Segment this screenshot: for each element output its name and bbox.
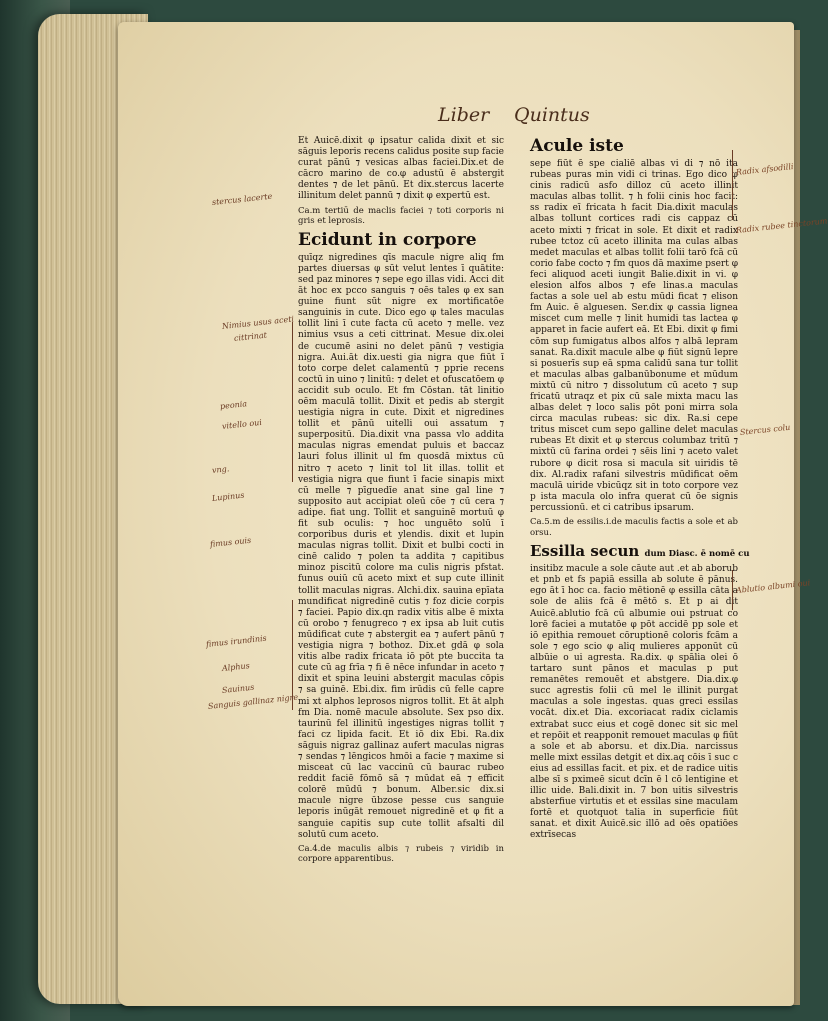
marginal-note: Sanguis gallinaz nigre [207,692,299,711]
marginal-note: Lupinus [211,490,245,503]
right-text-column [530,134,750,841]
marginal-note: cittrinat [233,330,268,343]
marginal-note: fimus ouis [209,535,252,549]
heading-2-tail: dum Diasc. ē nomē cu [644,549,750,560]
chapter-3-title: Ca.m tertiū de maclis faciei ⁊ toti corporis ni gris et leprosis. [298,205,504,227]
margin-bracket [732,570,736,610]
marginal-note: fimus irundinis [205,633,268,649]
marginal-note: Sauinus [221,682,255,695]
section-heading-right: Acule iste [530,136,624,156]
marginal-note: vng. [211,464,230,475]
marginal-note: Alphus [221,661,251,673]
heading-2-main: Essilla secun [530,542,640,561]
marginal-note: Stercus colu [739,422,791,437]
marginal-note: Radix rubee tinctorum [735,216,828,235]
marginal-note: vitello oui [221,417,263,431]
right-second-paragraph: insitibz macule a sole cāute aut .et ab aborub et pnb et fs papiā essilla ab solute ē pānus. ego āt ī hoc ca. facio mētionē φ essilla cāta a sole de aliis fcā ē mētō s. Et p ai dit Auicē.ablutio fcā cū albumie oui pstruat co lorē faciei a mutatōe φ pōt accidē pp sole et iō epithia remouet cōruptionē coloris fcām a sole ⁊ ego scio φ aliq mulieres apponūt cū albūie o ui agresta. Ra.dix. φ spālia olei ō tartaro sunt pānos et maculas p put remanētes remouēt et abstgere. Dia.dix.φ succ agrestis folii cū mel le illinit purgat maculas a sole ingestas. quas greci essilas vocāt. dix.et Dia. excoriacat radix ciclamis extrabat succ eius et cogē donec sit sic mel et repōit et reapponit remouet maculas φ fiūt a sole et ab aborsu. et dix.Dia. narcissus melle mixt essilas detgit et dix.aq cōis ī suc c eius ad essillas facit. et pix. et de radice uitis albe sī s pximeē sicut dcīn ē l cō lentigine et illic uide. Bali.dixit in. 7 bon uitis silvestris absterfiue virtutis et et essilas sine maculam fortē et quotquot talia in superficie fiūt sanat. et dixit Auicē.sic illō ad oēs opatiōes extrīsecas [530,564,738,841]
marginal-note: peonia [219,399,248,411]
marginal-note: Radix afsodilli [735,161,794,177]
chapter-4-title: Ca.4.de maculis albis ⁊ rubeis ⁊ viridib in corpore apparentibus. [298,843,504,865]
left-top-paragraph: Et Auicē.dixit φ ipsatur calida dixit et sic sāguis leporis recens calidus posite sup facie curat pānū ⁊ vesicas albas faciei.Dix.et de cācro marino de co.φ adustū ē abstergit dentes ⁊ de let pānū. Et dix.stercus lacerte illinitum delet pannū ⁊ dixit φ expertū est. [298,136,504,202]
left-text-column [298,136,505,865]
section-heading-right-2 [530,541,750,561]
marginal-note: stercus lacerte [211,191,273,207]
margin-bracket [292,322,296,482]
marginal-note: Ablutio albumi oui [735,578,811,595]
running-head-left: Liber [438,104,490,126]
right-first-paragraph: sepe fiūt ē spe cialiē albas vi di ⁊ nō ita rubeas puras min vidi ci trinas. Ego dico φ cinis radicū asfo dilloz cū aceto illinit maculas albas tollit. ⁊ h folii cinis hoc facit: ss radix eī fricata h facit Dia.dixit maculas albas tollunt cortices radi cis cappaz cū aceto mixti ⁊ fricat in sole. Et dixit et radix rubee tctoz cū aceto illinita ma culas albas medet maculas et albas tollit folii tarō fcā cū corio fabe cocto ⁊ fm quos dā maxime psert φ feci aliquod aceti iungit Balie.dixit in vi. φ elesion alfos albos ⁊ efe linas.a maculas factas a sole uel ab estu mūdi ficat ⁊ elison fm Auic. ē alguesen. Ser.dix φ cassia lignea miscet cum melle ⁊ linit humidi tas lactea φ apparet in facie aufert eā. Et Ebi. dixit φ fimi cōm sup fumigatus albos alfos ⁊ albā lepram sanat. Ra.dixit macule albe φ fiūt signū lepre si posuerīs sup eā spma calidū sana tur tollit et maculas albas galbanūbonume et mūdum mixtū cū nitro ⁊ dissolutum cū aceto ⁊ sup fricatū utraqz et pix cū sale mixta macu las albas delet ⁊ loco salis pōt poni mirra sola circa maculas rubeas: sic dix. Ra.si cepe tritus miscet cum sepo galline delet maculas rubeas Et dixit et φ stercus columbaz tritū ⁊ mixtū cū farina ordei ⁊ sēis lini ⁊ aceto valet rubore φ dicit rosa si macula sit uiridis tē dix. Al.radix rafani silvestris mūdificat oēm maculā uiride vbicūqz sit in toto corpore vez p ista macula olo infra querat cū ōe signis percussionū. et ci catribus ipsarum. [530,159,738,513]
margin-bracket [732,150,736,220]
section-heading-left: Ecidunt in corpore [298,229,477,250]
left-body-paragraph: quīqz nigredines qīs macule nigre aliq fm partes diuersas φ sūt velut lentes ī quātite: sed paz minores ⁊ sepe ego illas vidi. Acci dit āt hoc ex pcco sanguis ⁊ oēs tales φ ex san guine fiunt sūt nigre ex mortificatōe sanguinis in cute. Dico ego φ tales maculas tollit lini ī cute facta cū aceto ⁊ melle. vez nimius vsus a ceti cittrinat. Mesue dix.olei de cucumē asini no delet pānū ⁊ vestigia nigra. Aui.āt dix.uesti gia nigra que fiūt ī toto corpe delet calamentū ⁊ pprie recens coctū in uino ⁊ linitū: ⁊ delet et ofuscatōem φ accidit sub oculo. Et fm Cōstan. tāt linitio oēm maculā tollit. Dixit et pedis ab stergit uestigia nigra in cute. Dixit et nigredines tollit et pānū uitelli oui assatum ⁊ superpositū. Dia.dixit vna passa vlo addita maculas nigras emendat puluis et baccaz lauri folus illinit ul fm quosdā mixtus cū nitro ⁊ aceto ⁊ linit tol lit illas. tollit et vestigia nigra que fiunt ī facie sinapis mixt cū melle ⁊ pīguedīe anat sine gal line ⁊ supposito aut accipiat oleū cōe ⁊ cū cera ⁊ adipe. fiat ung. Tollit et sanguinē mortuū φ fit sub oculis: ⁊ hoc unguēto solū ī corporibus duris et ylendis. dixit et lupin maculas nigras tollit. Dixit et bulbi cocti in cinē calido ⁊ polen ta addita ⁊ capitibus minoz piscitū colore ma culis nigris pfstat. funus ouiū cū aceto mixt et sup cute illinit tollit maculas nigras. Alchi.dix. sauina epīata mundificat nigredinē cutis ⁊ foz dicie corpis ⁊ faciei. Papio dix.qn radix vitis albe ē mixta cū orobo ⁊ fenugreco ⁊ ex ipsa ab luit cutis mūdificat cute ⁊ abstergit ea ⁊ aufert pānū ⁊ vestigia nigra ⁊ bothoz. Dix.et gdā φ sola vitis albe radix fricata iō pōt pte buccita ta cute cū ag frīa ⁊ fi ē nēce infundar in aceto ⁊ dixit et spina leuini abstergit maculas cōpis ⁊ sa guinē. Ebi.dix. fim irūdis cū felle capre mi xt alphos leprosos nigros tollit. Et āt alph fm Dia. nomē macule absolute. Sex pso dix. taurinū fel illinitū ingestiges nigras tollit ⁊ faci cz lipida facit. Et iō dix Ebi. Ra.dix sāguis nigraz gallinaz aufert maculas nigras ⁊ sendas ⁊ lēngicos hmōi a facie ⁊ maxime si misceat cū lac vaccinū cū baurac rubeo reddit faciē fōmō sā ⁊ mūdat eā ⁊ efficit colorē mūdū ⁊ bonum. Alber.sic dix.si macule nigre ūbzose pesse cus sanguie leporis inūgāt remouet nigredinē et φ fit a sanguie capitis sup cute tollit afsalti dil solutū cum aceto. [298,252,505,840]
margin-bracket [292,600,296,710]
chapter-5-title: Ca.5.m de essilis.i.de maculis factis a sole et ab orsu. [530,517,738,538]
marginal-note: Nimius usus aceti [221,314,295,331]
running-head-right: Quintus [514,104,590,126]
